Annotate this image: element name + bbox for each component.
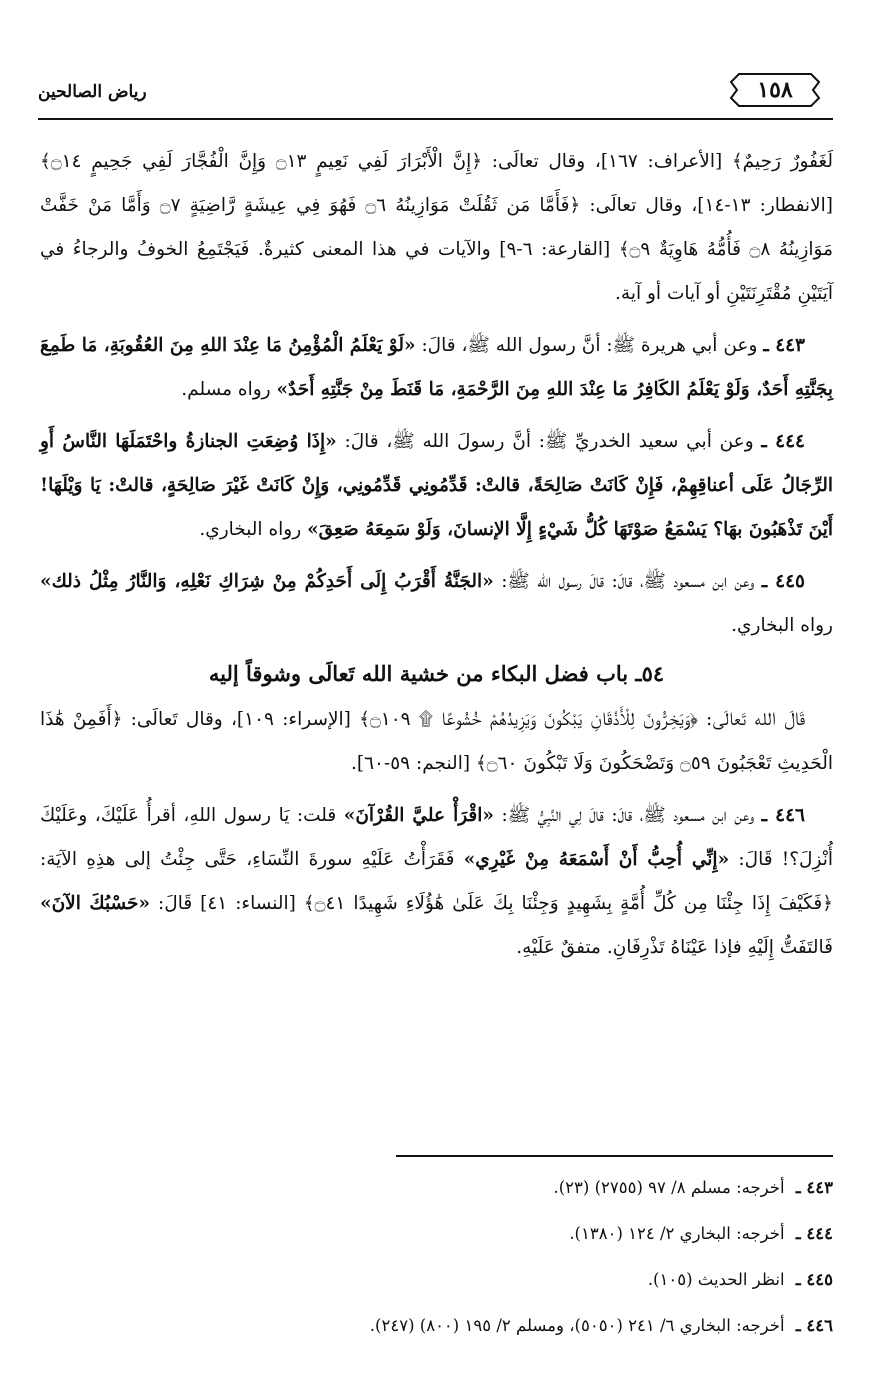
footnote-number: ٤٤٤ ـ bbox=[795, 1224, 833, 1243]
hadith-text-2: «إِنِّي أُحِبُّ أَنْ أَسْمَعَهُ مِنْ غَيْرِي» bbox=[463, 849, 730, 870]
verses-text: قَالَ الله تَعالَى: ﴿وَيَخِرُّونَ لِلْأَذْقَانِ يَبْكُونَ وَيَزِيدُهُمْ خُشُوعًا ۩ ۝١٠٩﴾ [الإسراء: ١٠٩]، وقال تَعالَى: ﴿أَفَمِنْ هَٰذَا الْحَدِيثِ تَعْجَبُونَ ۝٥٩ وَتَضْحَكُونَ وَلَا تَبْكُونَ ۝٦٠﴾ [النجم: ٥٩-٦٠]. bbox=[40, 709, 833, 774]
hadith-source: رواه البخاري. bbox=[731, 615, 833, 636]
hadith-text-1: «اقْرَأْ عليَّ القُرْآنَ» bbox=[343, 805, 494, 826]
hadith-number: ٤٤٤ ـ bbox=[761, 431, 805, 452]
verses-text: لَغَفُورٌ رَحِيمٌ﴾ [الأعراف: ١٦٧]، وقال تعالَى: ﴿إِنَّ الْأَبْرَارَ لَفِي نَعِيمٍ ۝١٣ وَإِنَّ الْفُجَّارَ لَفِي جَحِيمٍ ۝١٤﴾ [الانفطار: ١٣-١٤]، وقال تعالَى: ﴿فَأَمَّا مَن ثَقُلَتْ مَوَازِينُهُ ۝٦ فَهُوَ فِي عِيشَةٍ رَّاضِيَةٍ ۝٧ وَأَمَّا مَنْ خَفَّتْ مَوَازِينُهُ ۝٨ فَأُمُّهُ هَاوِيَةٌ ۝٩﴾ [القارعة: ٦-٩] والآيات في هذا المعنى كثيرةٌ. فَيَجْتَمِعُ الخوفُ والرجاءُ في آيَتَيْنِ مُقْتَرِنَتَيْنِ أو آيات أو آية. bbox=[40, 151, 834, 304]
footnote-number: ٤٤٣ ـ bbox=[795, 1178, 833, 1197]
hadith-narration-1: قلت: يَا رسول اللهِ، أقرأُ عَلَيْكَ، وعَلَيْكَ أُنْزِلَ؟! قَالَ: bbox=[40, 805, 833, 870]
footnotes bbox=[40, 1165, 833, 1349]
footnote bbox=[40, 1303, 833, 1349]
hadith-source: فَالتَفَتُّ إِلَيْهِ فإذا عَيْنَاهُ تَذْرِفَانِ. متفقٌ عَلَيْهِ. bbox=[516, 937, 833, 958]
footnote bbox=[40, 1165, 833, 1211]
hadith-number: ٤٤٣ ـ bbox=[763, 335, 805, 356]
chapter-title: ٥٤ـ باب فضل البكاء من خشية الله تَعالَى وشوقاً إليه bbox=[208, 661, 665, 686]
hadith-narration-2: فَقَرَأْتُ عَلَيْهِ سورةَ النِّسَاءِ، حَتَّى جِئْتُ إلى هذِهِ الآيَة: ﴿فَكَيْفَ إِذَا جِئْنَا مِن كُلِّ أُمَّةٍ بِشَهِيدٍ وَجِئْنَا بِكَ عَلَىٰ هَٰؤُلَاءِ شَهِيدًا ۝٤١﴾ [النساء: ٤١] قَالَ: bbox=[40, 849, 834, 914]
footnote-rule bbox=[396, 1155, 833, 1157]
page-header bbox=[38, 60, 833, 120]
hadith-text: «إِذَا وُضِعَتِ الجنازةُ واحْتَمَلَهَا النَّاسُ أَوِ الرِّجَالُ عَلَى أعناقِهِمْ، فَإِنْ كَانَتْ صَالِحَةً، قالتْ: قَدِّمُونِي قَدِّمُونِي، وَإِنْ كَانَتْ غَيْرَ صَالِحَةٍ، قالتْ: يَا وَيْلَهَا! أَيْنَ تَذْهَبُونَ بهَا؟ يَسْمَعُ صَوْتَهَا كُلُّ شَيْءٍ إِلَّا الإنسانَ، وَلَوْ سَمِعَهُ صَعِقَ» bbox=[40, 431, 833, 540]
footnote-text: انظر الحديث (١٠٥). bbox=[647, 1270, 785, 1289]
hadith-445 bbox=[40, 560, 833, 648]
chapter-verses bbox=[40, 698, 833, 786]
hadith-number: ٤٤٦ ـ bbox=[761, 805, 805, 826]
footnote bbox=[40, 1257, 833, 1303]
hadith-intro: وعن أبي سعيد الخدريِّ ﷺ: أنَّ رسولَ الله ﷺ، قالَ: bbox=[344, 431, 754, 452]
book-title: رياض الصالحين bbox=[38, 82, 147, 102]
hadith-number: ٤٤٥ ـ bbox=[761, 571, 805, 592]
footnote-text: أخرجه: البخاري ٢/ ١٢٤ (١٣٨٠). bbox=[569, 1224, 785, 1243]
footnote-number: ٤٤٦ ـ bbox=[795, 1316, 833, 1335]
hadith-443 bbox=[40, 324, 833, 412]
header-rule bbox=[38, 118, 833, 120]
page-number-frame bbox=[729, 70, 821, 110]
footnote-number: ٤٤٥ ـ bbox=[795, 1270, 833, 1289]
hadith-text: «الجَنَّةُ أَقْرَبُ إِلَى أَحَدِكُمْ مِنْ شِرَاكِ نَعْلِهِ، وَالنَّارُ مِثْلُ ذلك» bbox=[40, 571, 494, 592]
main-text bbox=[40, 140, 833, 978]
page-number: ١٥٨ bbox=[757, 77, 793, 103]
footnote bbox=[40, 1211, 833, 1257]
quran-verses-paragraph bbox=[40, 140, 833, 316]
hadith-intro: وعن ابن مسعود ﷺ، قالَ: قالَ رسول الله ﷺ: bbox=[501, 571, 755, 592]
hadith-444 bbox=[40, 420, 833, 552]
hadith-text-3: «حَسْبُكَ الآنَ» bbox=[40, 893, 151, 914]
footnote-text: أخرجه: مسلم ٨/ ٩٧ (٢٧٥٥) (٢٣). bbox=[553, 1178, 785, 1197]
footnote-text: أخرجه: البخاري ٦/ ٢٤١ (٥٠٥٠)، ومسلم ٢/ ١٩٥ (٨٠٠) (٢٤٧). bbox=[369, 1316, 785, 1335]
hadith-intro: وعن ابن مسعود ﷺ، قالَ: قالَ لِي النَّبِيُّ ﷺ: bbox=[501, 805, 755, 826]
hadith-text: «لَوْ يَعْلَمُ الْمُؤْمِنُ مَا عِنْدَ اللهِ مِنَ العُقُوبَةِ، مَا طَمِعَ بِجَنَّتِهِ أَحَدٌ، وَلَوْ يَعْلَمُ الكَافِرُ مَا عِنْدَ اللهِ مِنَ الرَّحْمَةِ، مَا قَنَطَ مِنْ جَنَّتِهِ أَحَدٌ» bbox=[40, 335, 833, 400]
hadith-intro: وعن أبي هريرة ﷺ: أنَّ رسول الله ﷺ، قالَ: bbox=[421, 335, 758, 356]
hadith-source: رواه البخاري. bbox=[199, 519, 302, 540]
hadith-source: رواه مسلم. bbox=[181, 379, 271, 400]
hadith-446 bbox=[40, 794, 833, 970]
